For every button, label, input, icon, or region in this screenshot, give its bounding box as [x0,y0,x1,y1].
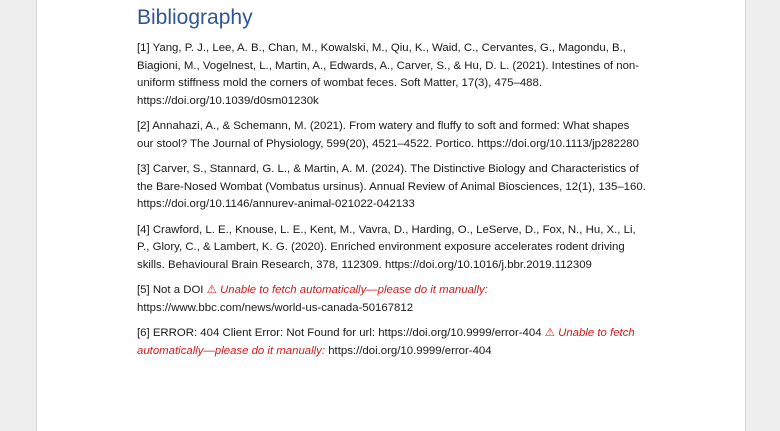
warning-icon: ⚠ [206,284,217,296]
reference-5-warning: Unable to fetch automatically—please do it manually: [216,284,488,296]
reference-6 [137,325,647,360]
reference-6-warning: Unable to fetch automatically—please do it manually: [137,327,635,357]
reference-4: [4] Crawford, L. E., Knouse, L. E., Kent, M., Vavra, D., Harding, O., LeServe, D., Fox, N., Hu, X., Li, P., Glory, C., & Lambert, K. G. (2020). Enriched environment exposure accelerates rodent driving skills. Behavioural Brain Research, 378, 112309. https://doi.org/10.1016/j.bbr.2019.112309 [137,223,636,271]
reference-1: [1] Yang, P. J., Lee, A. B., Chan, M., Kowalski, M., Qiu, K., Waid, C., Cervantes, G., Magondu, B., Biagioni, M., Vogelnest, L., Martin, A., Edwards, A., Carver, S., & Hu, D. L. (2021). Intestines of non-uniform stiffness mold the corners of wombat feces. Soft Matter, 17(3), 475–488. https://doi.org/10.1039/d0sm01230k [137,42,640,107]
document-page [36,0,746,431]
reference-5-prefix: [5] Not a DOI [137,284,207,296]
reference-3: [3] Carver, S., Stannard, G. L., & Martin, A. M. (2024). The Distinctive Biology and Characteristics of the Bare-Nosed Wombat (Vombatus ursinus). Annual Review of Animal Biosciences, 12(1), 135–160. https://doi.org/10.1146/annurev-animal-021022-042133 [137,163,646,210]
reference-5-url: https://www.bbc.com/news/world-us-canada-50167812 [137,301,414,314]
reference-6-url: https://doi.org/10.9999/error-404 [325,344,492,357]
reference-6-prefix: [6] ERROR: 404 Client Error: Not Found for url: https://doi.org/10.9999/error-404 [137,327,545,339]
document-content [137,0,647,368]
reference-2: [2] Annahazi, A., & Schemann, M. (2021). From watery and fluffy to soft and formed: What shapes our stool? The Journal of Physiology, 599(20), 4521–4522. Portico. https://doi.org/10.1113/jp282280 [137,120,639,150]
reference-5 [137,282,647,317]
warning-icon: ⚠ [544,327,555,339]
bibliography-heading: Bibliography [137,6,253,29]
